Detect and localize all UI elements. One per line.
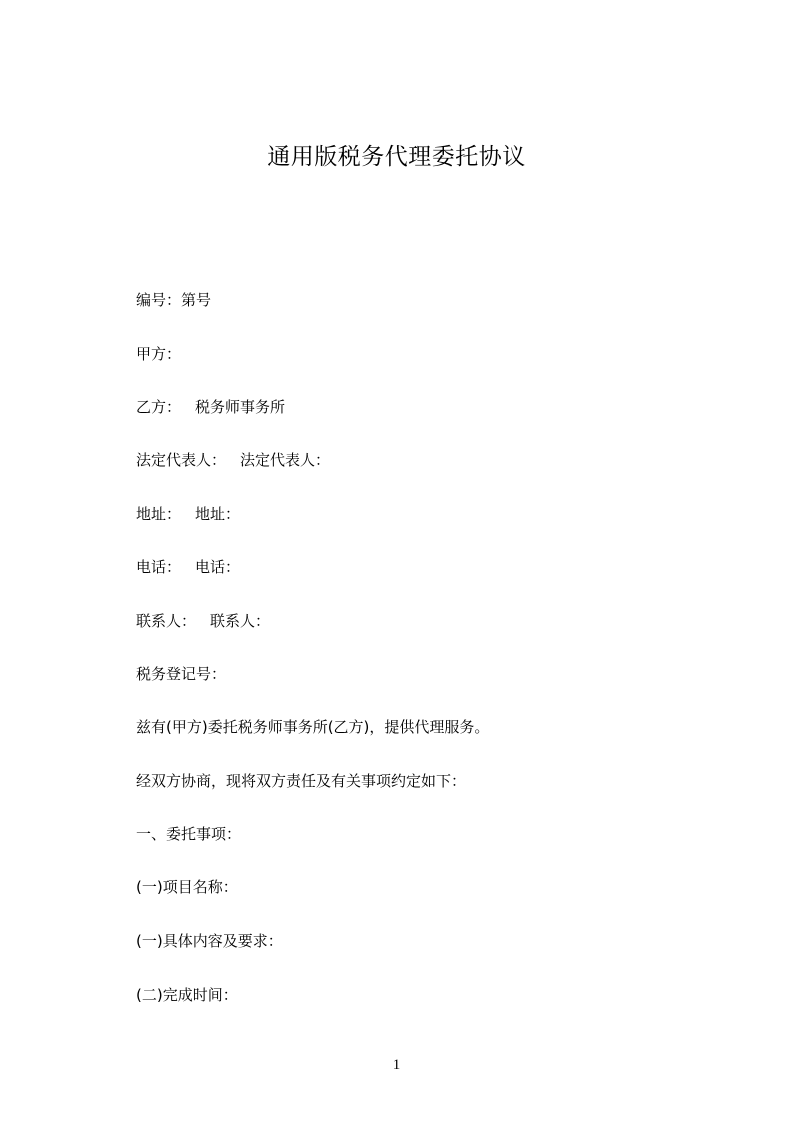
party-b-value: 税务师事务所	[195, 398, 286, 416]
address-line	[136, 504, 240, 524]
legal-rep-b: 法定代表人：	[240, 451, 331, 469]
contact-a: 联系人：	[136, 612, 197, 630]
agreement-intro-paragraph: 经双方协商，现将双方责任及有关事项约定如下：	[136, 772, 467, 790]
tax-registration-line: 税务登记号：	[136, 665, 227, 683]
contact-line	[136, 611, 270, 631]
item-completion-time: (二)完成时间：	[136, 986, 238, 1004]
item-content-requirements: (一)具体内容及要求：	[136, 932, 283, 950]
number-line: 编号：第号	[136, 291, 212, 309]
document-title: 通用版税务代理委托协议	[267, 144, 526, 170]
legal-rep-a: 法定代表人：	[136, 451, 227, 469]
phone-line	[136, 557, 240, 577]
address-b: 地址：	[195, 505, 241, 523]
phone-b: 电话：	[195, 558, 241, 576]
party-a-line: 甲方：	[136, 345, 182, 363]
item-project-name: (一)项目名称：	[136, 878, 238, 896]
party-b-label: 乙方：	[136, 398, 182, 416]
legal-rep-line	[136, 450, 330, 470]
address-a: 地址：	[136, 505, 182, 523]
contact-b: 联系人：	[210, 612, 271, 630]
phone-a: 电话：	[136, 558, 182, 576]
section-heading-entrusted-matters: 一、委托事项：	[136, 825, 242, 843]
preamble-paragraph: 兹有(甲方)委托税务师事务所(乙方)，提供代理服务。	[136, 718, 490, 736]
party-b-line	[136, 397, 285, 417]
page-number: 1	[392, 1057, 401, 1073]
